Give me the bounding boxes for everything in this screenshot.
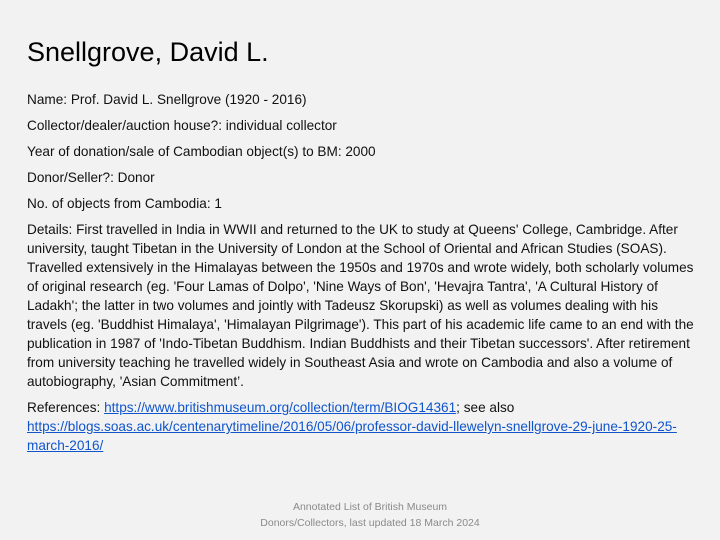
year-field: Year of donation/sale of Cambodian object(s) to BM: 2000 bbox=[27, 144, 376, 159]
british-museum-link[interactable]: https://www.britishmuseum.org/collection/term/BIOG14361 bbox=[104, 400, 457, 415]
page-title: Snellgrove, David L. bbox=[27, 37, 269, 67]
soas-blog-link[interactable]: https://blogs.soas.ac.uk/centenarytimeline/2016/05/06/professor-david-llewelyn-snellgrove-29-june-1920-25-march-2016/ bbox=[27, 419, 677, 453]
num-objects-field: No. of objects from Cambodia: 1 bbox=[27, 196, 222, 211]
footer-line-2: Donors/Collectors, last updated 18 March 2024 bbox=[260, 517, 480, 529]
footer-line-1: Annotated List of British Museum bbox=[292, 501, 448, 513]
donor-seller-field: Donor/Seller?: Donor bbox=[27, 170, 155, 185]
collector-type-field: Collector/dealer/auction house?: individual collector bbox=[27, 118, 337, 133]
details-paragraph: Details: First travelled in India in WWII and returned to the UK to study at Queens' College, Cambridge. After university, taught Tibetan in the University of London at the School of Oriental and African Studies (SOAS). Travelled extensively in the Himalayas between the 1950s and 1970s and wrote widely, both scholarly volumes of original research (eg. 'Four Lamas of Dolpo', 'Nine Ways of Bon', 'Hevajra Tantra', 'A Cultural History of Ladakh'; the latter in two volumes and jointly with Tadeusz Skorupski) as well as volumes dealing with his travels (eg. 'Buddhist Himalaya', 'Himalayan Pilgrimage'). This part of his academic life came to an end with the publication in 1987 of 'Indo-Tibetan Buddhism. Indian Buddhists and their Tibetan successors'. After retirement from university teaching he travelled widely in Southeast Asia and wrote on Cambodia and also a volume of autobiography, 'Asian Commitment’. bbox=[27, 222, 694, 389]
entry-body bbox=[27, 90, 699, 462]
references-middle-text: ; see also bbox=[456, 400, 515, 415]
name-field: Name: Prof. David L. Snellgrove (1920 - 2016) bbox=[27, 92, 307, 107]
footer bbox=[0, 499, 720, 531]
references-paragraph bbox=[27, 398, 699, 455]
references-label: References: bbox=[27, 400, 105, 415]
